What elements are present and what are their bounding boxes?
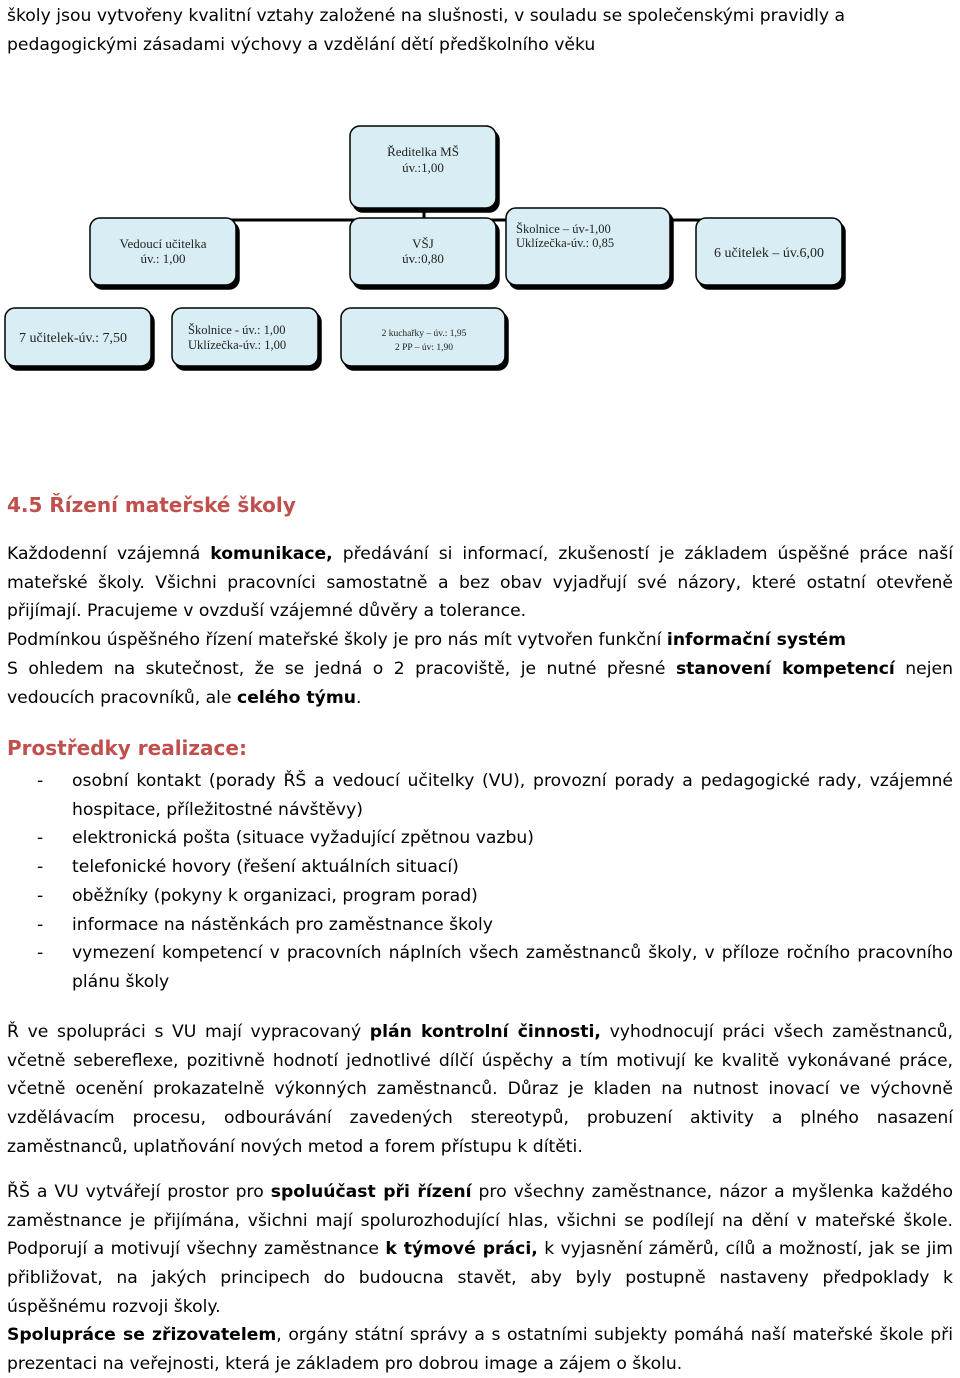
skolnice1-line1: Školnice – úv-1,00 (516, 222, 611, 236)
list-dash: - (37, 771, 44, 791)
intro-line-1: školy jsou vytvořeny kvalitní vztahy založené na slušnosti, v souladu se společenskými pravidly a (7, 6, 846, 26)
list-item-text: telefonické hovory (řešení aktuálních situací) (72, 857, 459, 878)
vedouci-line2: úv.: 1,00 (140, 251, 186, 266)
list-item (7, 767, 953, 824)
p5-text-e: k vyjasnění záměrů, cílů a možností, jak se jim přibližovat, na jakých principech do budoucna stavět, aby byly postupně nastaveny předpoklady k úspěšnému rozvoji školy. (7, 1239, 953, 1317)
skolnice2-line2: Uklízečka-úv.: 1,00 (188, 338, 287, 352)
p1-text-c: předávání si informací, zkušeností je základem úspěšné práce naší mateřské školy. Všichni pracovníci samostatně a bez obav vyjadřují své názory, které ostatní otevřeně přijímají. Pracujeme v ovzduší vzájemné důvěry a tolerance. (7, 544, 953, 622)
p5-bold-participation: spoluúčast při řízení (270, 1182, 472, 1202)
p2-text-a: Podmínkou úspěšného řízení mateřské školy je pro nás mít vytvořen funkční (7, 630, 667, 650)
paragraph-participation (7, 1178, 953, 1322)
ucitelek7-line1: 7 učitelek-úv.: 7,50 (19, 331, 127, 346)
box-vsj (350, 218, 496, 285)
box-vedouci (90, 218, 236, 285)
p2-bold-info-system: informační systém (666, 630, 847, 650)
p4-text-c: vyhodnocují práci všech zaměstnanců, včetně sebereflexe, pozitivně hodnotí jednotlivé dílčí úspěchy a tím motivují ke kvalitě vykonávané práce, včetně ocenění prokazatelně výkonných zaměstnanců. Důraz je kladen na nutnost inovací ve výchovně vzdělávacím procesu, odbourávání zavedených stereotypů, probuzení aktivity a plného nasazení zaměstnanců, uplatňování nových metod a forem přístupu k dítěti. (7, 1022, 953, 1157)
subheading-means: Prostředky realizace: (7, 736, 247, 760)
box-skolnice-2-rect (172, 308, 318, 366)
skolnice2-line1: Školnice - úv.: 1,00 (188, 323, 286, 337)
p3-text-a: S ohledem na skutečnost, že se jedná o 2 pracoviště, je nutné přesné (7, 659, 676, 679)
box-skolnice-1 (506, 208, 670, 285)
org-chart (0, 0, 960, 380)
kucharky-line2: 2 PP – úv: 1,90 (395, 343, 453, 353)
vsj-line2: úv.:0,80 (402, 251, 444, 266)
list-item (7, 939, 953, 996)
list-dash: - (37, 857, 44, 878)
p4-text-a: Ř ve spolupráci s VU mají vypracovaný (7, 1022, 370, 1042)
p5-text-c: pro všechny zaměstnance, názor a myšlenka každého zaměstnance je přijímána, všichni mají spolurozhodující hlas, všichni se podílejí na dění v mateřské škole. Podporují a motivují všechny zaměstnance (7, 1182, 953, 1260)
p1-bold-communication: komunikace, (210, 544, 333, 564)
p5-text-a: ŘŠ a VU vytvářejí prostor pro (7, 1182, 271, 1202)
p3-bold-team: celého týmu (237, 687, 356, 708)
p3-text-e: . (356, 687, 362, 708)
box-6-ucitelek (696, 218, 842, 285)
paragraph-information-system (7, 626, 953, 655)
paragraph-control-plan (7, 1018, 953, 1162)
list-item (7, 911, 953, 940)
p1-text-a: Každodenní vzájemná (7, 544, 211, 564)
p3-bold-competencies: stanovení kompetencí (675, 659, 895, 679)
list-item-text: informace na nástěnkách pro zaměstnance školy (72, 914, 493, 935)
list-dash: - (37, 914, 44, 935)
director-line2: úv.:1,00 (402, 160, 444, 175)
skolnice1-line2: Uklízečka-úv.: 0,85 (516, 236, 615, 250)
p3-text-c: nejen vedoucích pracovníků, ale (7, 659, 953, 708)
box-kucharky (341, 308, 505, 366)
section-title: 4.5 Řízení mateřské školy (7, 493, 296, 517)
list-item-text: osobní kontakt (porady ŘŠ a vedoucí učitelky (VU), provozní porady a pedagogické rady, vzájemné hospitace, příležitostné návštěvy) (72, 771, 953, 820)
ucitelek6-line1: 6 učitelek – úv.6,00 (714, 246, 824, 261)
box-director (350, 126, 496, 208)
box-skolnice-2 (172, 308, 318, 366)
paragraph-communication (7, 540, 953, 626)
means-list (7, 767, 953, 997)
list-item-text: vymezení kompetencí v pracovních náplních všech zaměstnanců školy, v příloze ročního pracovního plánu školy (72, 943, 953, 992)
box-7-ucitelek (5, 308, 151, 366)
p6-text-b: , orgány státní správy a s ostatními subjekty pomáhá naší mateřské škole při prezentaci na veřejnosti, která je základem pro dobrou image a zájem o školu. (7, 1325, 953, 1374)
kucharky-line1: 2 kuchařky – úv.: 1,95 (381, 329, 467, 339)
list-item-text: elektronická pošta (situace vyžadující zpětnou vazbu) (72, 828, 534, 849)
list-dash: - (37, 828, 44, 849)
list-item (7, 824, 953, 853)
director-line1: Ředitelka MŠ (387, 144, 459, 159)
vedouci-line1: Vedoucí učitelka (119, 236, 207, 251)
vsj-line1: VŠJ (412, 236, 434, 251)
list-item-text: oběžníky (pokyny k organizaci, program porad) (72, 885, 478, 906)
list-item (7, 853, 953, 882)
paragraph-competencies (7, 655, 953, 712)
p4-bold-control-plan: plán kontrolní činnosti, (369, 1022, 601, 1042)
intro-line-2: pedagogickými zásadami výchovy a vzdělání dětí předškolního věku (7, 35, 596, 55)
p6-bold-founder: Spolupráce se zřizovatelem (7, 1325, 277, 1345)
p5-bold-teamwork: k týmové práci, (385, 1239, 538, 1260)
list-dash: - (37, 885, 44, 906)
list-item (7, 882, 953, 911)
paragraph-founder (7, 1321, 953, 1378)
list-dash: - (37, 943, 44, 964)
